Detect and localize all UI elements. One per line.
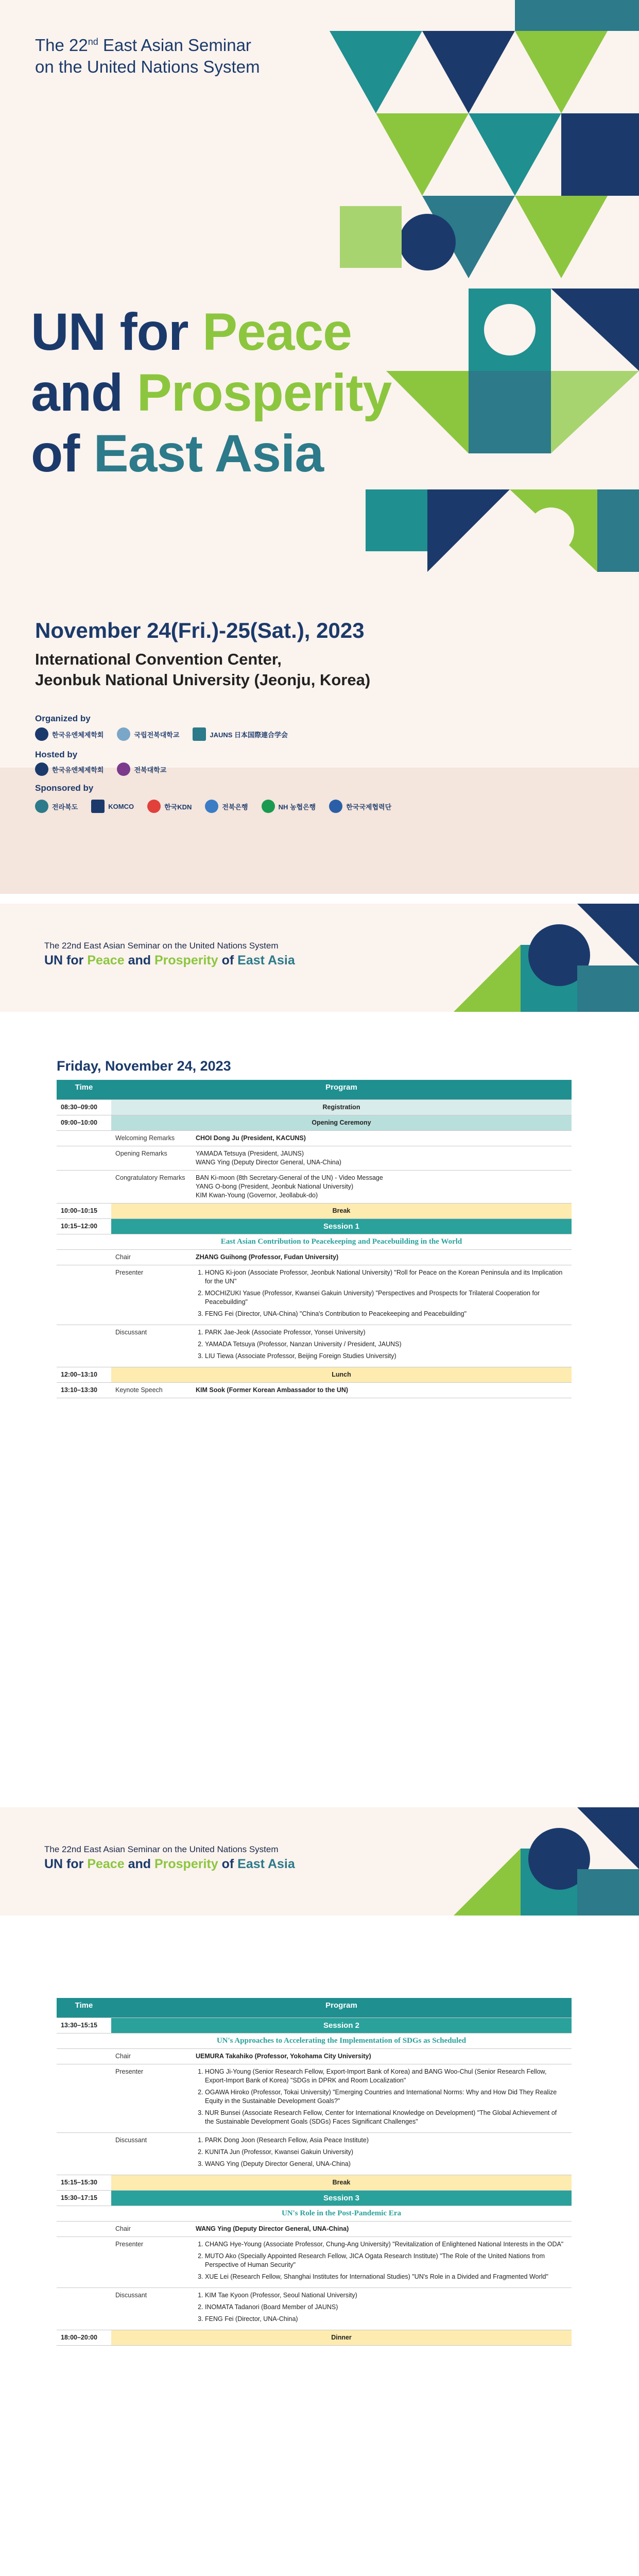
table-row bbox=[57, 1100, 572, 1115]
table-cell bbox=[57, 2288, 111, 2330]
table-cell: Program bbox=[111, 1998, 572, 2018]
list-item: 2. OGAWA Hiroko (Professor, Tokai University) "Emerging Countries and International Norms: Why and How Did They Realize Equity in the Sustainable Development Goals?" bbox=[205, 2088, 567, 2106]
day-label-friday: Friday, November 24, 2023 bbox=[57, 1058, 231, 1074]
organizer-logo: 국립전북대학교 bbox=[117, 727, 179, 741]
table-row bbox=[57, 2330, 572, 2346]
list-item: 1. PARK Jae-Jeok (Associate Professor, Yonsei University) bbox=[205, 1328, 567, 1337]
organizer-logo: 한국유엔체제학회 bbox=[35, 727, 103, 741]
host-logo: 한국유엔체제학회 bbox=[35, 762, 103, 776]
page-header-band: The 22nd East Asian Seminar on the United Nations System UN for Peace and Prosperity of East Asia bbox=[0, 1807, 639, 1916]
cover-footer bbox=[0, 768, 639, 894]
organizer-logos bbox=[35, 727, 288, 741]
table-row bbox=[57, 1115, 572, 1131]
table-cell bbox=[57, 2206, 111, 2222]
table-row bbox=[57, 2064, 572, 2133]
sponsor-logo: 전북은행 bbox=[205, 800, 248, 813]
session-header: Session 2 bbox=[111, 2018, 572, 2033]
cover-page bbox=[0, 0, 639, 894]
sponsor-logos bbox=[35, 800, 391, 813]
table-cell bbox=[57, 2033, 111, 2049]
table-row bbox=[57, 1146, 572, 1171]
table-cell bbox=[192, 1325, 572, 1367]
list-item: 2. INOMATA Tadanori (Board Member of JAUNS) bbox=[205, 2303, 567, 2312]
table-cell bbox=[57, 2222, 111, 2237]
session-theme: UN's Role in the Post-Pandemic Era bbox=[111, 2206, 572, 2222]
table-row bbox=[57, 2191, 572, 2206]
sponsor-logo: 한국국제협력단 bbox=[329, 800, 391, 813]
list-item: 1. HONG Ji-Young (Senior Research Fellow, Export-Import Bank of Korea) and BANG Woo-Chul (Senior Research Fellow, Export-Import Bank of Korea) "SDGs in DPRK and Room Localization" bbox=[205, 2067, 567, 2085]
schedule-page-1 bbox=[0, 904, 639, 1798]
list-item: 2. MOCHIZUKI Yasue (Professor, Kwansei Gakuin University) "Perspectives and Prospects for Trilateral Cooperation for Peacebuilding" bbox=[205, 1289, 567, 1307]
table-row bbox=[57, 1080, 572, 1100]
table-row bbox=[57, 2175, 572, 2191]
band-title: UN for Peace and Prosperity of East Asia bbox=[44, 953, 295, 968]
role-label: Chair bbox=[111, 2222, 192, 2237]
table-row bbox=[57, 1265, 572, 1325]
table-cell: KIM Sook (Former Korean Ambassador to the UN) bbox=[192, 1383, 572, 1398]
header-decoration bbox=[454, 1807, 639, 1916]
break-row: Dinner bbox=[111, 2330, 572, 2346]
role-label: Discussant bbox=[111, 2133, 192, 2175]
list-item: 2. KUNITA Jun (Professor, Kwansei Gakuin University) bbox=[205, 2148, 567, 2157]
list-item: 3. FENG Fei (Director, UNA-China) bbox=[205, 2315, 567, 2324]
table-cell bbox=[192, 2237, 572, 2288]
event-venue: International Convention Center, Jeonbuk National University (Jeonju, Korea) bbox=[35, 650, 371, 689]
list-item: 3. FENG Fei (Director, UNA-China) "China's Contribution to Peacekeeping and Peacebuilding" bbox=[205, 1310, 567, 1318]
table-row bbox=[57, 1250, 572, 1265]
table-cell bbox=[57, 1265, 111, 1325]
list-item: 1. PARK Dong Joon (Research Fellow, Asia Peace Institute) bbox=[205, 2136, 567, 2145]
table-row bbox=[57, 1204, 572, 1219]
list-item: 2. YAMADA Tetsuya (Professor, Nanzan University / President, JAUNS) bbox=[205, 1340, 567, 1349]
cover-title: UN for Peace and Prosperity of East Asia bbox=[31, 302, 392, 483]
role-label: Welcoming Remarks bbox=[111, 1131, 192, 1146]
table-cell bbox=[57, 2049, 111, 2064]
table-cell bbox=[57, 1131, 111, 1146]
table-cell bbox=[192, 2133, 572, 2175]
time-cell: 15:15–15:30 bbox=[57, 2175, 111, 2191]
event-date: November 24(Fri.)-25(Sat.), 2023 bbox=[35, 618, 365, 642]
table-row bbox=[57, 2033, 572, 2049]
schedule-table-friday-pm bbox=[57, 1998, 572, 2346]
role-label: Keynote Speech bbox=[111, 1383, 192, 1398]
host-logos bbox=[35, 762, 166, 776]
break-row: Break bbox=[111, 1204, 572, 1219]
band-subtitle: The 22nd East Asian Seminar on the United Nations System bbox=[44, 941, 279, 951]
sponsor-logo: 전라북도 bbox=[35, 800, 78, 813]
table-row bbox=[57, 1998, 572, 2018]
time-cell: 18:00–20:00 bbox=[57, 2330, 111, 2346]
session-header: Session 1 bbox=[111, 1219, 572, 1234]
table-row bbox=[57, 2288, 572, 2330]
table-cell bbox=[57, 1250, 111, 1265]
host-logo: 전북대학교 bbox=[117, 762, 166, 776]
break-row: Lunch bbox=[111, 1367, 572, 1383]
role-label: Presenter bbox=[111, 2064, 192, 2133]
role-label: Presenter bbox=[111, 2237, 192, 2288]
table-row bbox=[57, 1367, 572, 1383]
session-theme: UN's Approaches to Accelerating the Implementation of SDGs as Scheduled bbox=[111, 2033, 572, 2049]
table-cell bbox=[57, 1325, 111, 1367]
table-row bbox=[57, 2222, 572, 2237]
schedule-table-friday-am bbox=[57, 1080, 572, 1398]
role-label: Opening Remarks bbox=[111, 1146, 192, 1171]
organizer-logo: JAUNS 日本国際連合学会 bbox=[193, 727, 288, 741]
table-cell bbox=[57, 1234, 111, 1250]
time-cell: 15:30–17:15 bbox=[57, 2191, 111, 2206]
table-row bbox=[57, 1234, 572, 1250]
role-label: Chair bbox=[111, 1250, 192, 1265]
session-theme: East Asian Contribution to Peacekeeping and Peacebuilding in the World bbox=[111, 1234, 572, 1250]
header-decoration bbox=[454, 904, 639, 1012]
table-row bbox=[57, 2206, 572, 2222]
list-item: 1. HONG Ki-joon (Associate Professor, Jeonbuk National University) "Roll for Peace on the Korean Peninsula and its Implication for the UN" bbox=[205, 1268, 567, 1286]
break-row: Break bbox=[111, 2175, 572, 2191]
list-item: 3. XUE Lei (Research Fellow, Shanghai Institutes for International Studies) "UN's Role in a Divided and Fragmented World" bbox=[205, 2273, 567, 2281]
time-cell: 13:30–15:15 bbox=[57, 2018, 111, 2033]
list-item: 3. WANG Ying (Deputy Director General, UNA-China) bbox=[205, 2160, 567, 2168]
table-row bbox=[57, 1383, 572, 1398]
table-row bbox=[57, 1325, 572, 1367]
role-label: Congratulatory Remarks bbox=[111, 1171, 192, 1204]
list-item: 1. CHANG Hye-Young (Associate Professor, Chung-Ang University) "Revitalization of Enlightened National Interests in the ODA" bbox=[205, 2240, 567, 2249]
sponsor-logo: KOMCO bbox=[91, 800, 134, 813]
role-label: Discussant bbox=[111, 1325, 192, 1367]
table-cell bbox=[192, 2288, 572, 2330]
table-cell: WANG Ying (Deputy Director General, UNA-China) bbox=[192, 2222, 572, 2237]
list-item: 3. LIU Tiewa (Associate Professor, Beijing Foreign Studies University) bbox=[205, 1352, 567, 1361]
table-cell: YAMADA Tetsuya (President, JAUNS) WANG Ying (Deputy Director General, UNA-China) bbox=[192, 1146, 572, 1171]
table-cell bbox=[57, 1171, 111, 1204]
role-label: Chair bbox=[111, 2049, 192, 2064]
time-cell: 10:15–12:00 bbox=[57, 1219, 111, 1234]
table-row bbox=[57, 2018, 572, 2033]
page-header-band bbox=[0, 904, 639, 1012]
time-cell: 13:10–13:30 bbox=[57, 1383, 111, 1398]
table-row bbox=[57, 2049, 572, 2064]
program-header: Program bbox=[111, 1080, 572, 1100]
table-row bbox=[57, 1219, 572, 1234]
time-cell: 08:30–09:00 bbox=[57, 1100, 111, 1115]
table-cell: BAN Ki-moon (8th Secretary-General of the UN) - Video Message YANG O-bong (President, Jeonbuk National University) KIM Kwan-Young (Governor, Jeollabuk-do) bbox=[192, 1171, 572, 1204]
list-item: 3. NUR Bunsei (Associate Research Fellow, Center for International Knowledge on Development) "The Global Achievement of the Sustainable Development Goals (SDGs) Faces Significant Challenges" bbox=[205, 2109, 567, 2126]
sponsored-label: Sponsored by bbox=[35, 783, 94, 793]
table-row bbox=[57, 2237, 572, 2288]
table-row bbox=[57, 2133, 572, 2175]
list-item: 1. KIM Tae Kyoon (Professor, Seoul National University) bbox=[205, 2291, 567, 2300]
schedule-page-2 bbox=[0, 1807, 639, 2576]
table-cell bbox=[57, 2064, 111, 2133]
registration-row: Registration bbox=[111, 1100, 572, 1115]
sponsor-logo: NH 농협은행 bbox=[262, 800, 316, 813]
organized-label: Organized by bbox=[35, 714, 91, 723]
table-row bbox=[57, 1171, 572, 1204]
hosted-label: Hosted by bbox=[35, 750, 78, 759]
role-label: Presenter bbox=[111, 1265, 192, 1325]
table-cell bbox=[192, 1265, 572, 1325]
time-cell: 10:00–10:15 bbox=[57, 1204, 111, 1219]
list-item: 2. MUTO Ako (Specially Appointed Research Fellow, JICA Ogata Research Institute) "The Role of the United Nations from Perspective of Human Security" bbox=[205, 2252, 567, 2269]
sponsor-logo: 한국KDN bbox=[147, 800, 192, 813]
table-cell bbox=[57, 2237, 111, 2288]
time-cell: 12:00–13:10 bbox=[57, 1367, 111, 1383]
table-row bbox=[57, 1131, 572, 1146]
time-header: Time bbox=[57, 1080, 111, 1100]
geometric-decoration bbox=[288, 0, 639, 592]
role-label: Discussant bbox=[111, 2288, 192, 2330]
table-cell: UEMURA Takahiko (Professor, Yokohama City University) bbox=[192, 2049, 572, 2064]
registration-row: Opening Ceremony bbox=[111, 1115, 572, 1131]
table-cell: Time bbox=[57, 1998, 111, 2018]
table-cell bbox=[57, 2133, 111, 2175]
table-cell bbox=[192, 2064, 572, 2133]
table-cell bbox=[57, 1146, 111, 1171]
seminar-subtitle: The 22nd East Asian Seminar on the United Nations System bbox=[35, 36, 260, 76]
time-cell: 09:00–10:00 bbox=[57, 1115, 111, 1131]
session-header: Session 3 bbox=[111, 2191, 572, 2206]
table-cell: ZHANG Guihong (Professor, Fudan University) bbox=[192, 1250, 572, 1265]
table-cell: CHOI Dong Ju (President, KACUNS) bbox=[192, 1131, 572, 1146]
